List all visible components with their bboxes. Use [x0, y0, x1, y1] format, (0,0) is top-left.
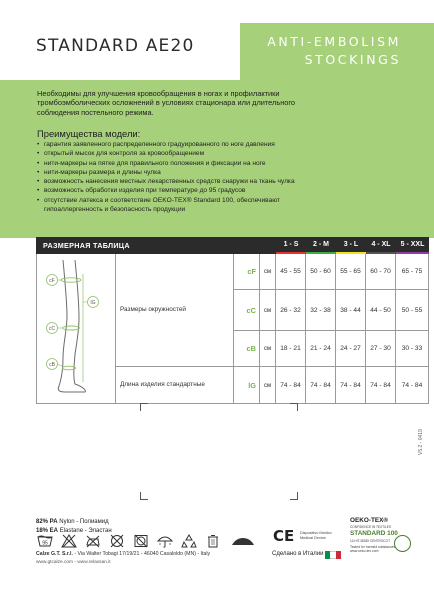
size-value: 27 - 30 — [366, 331, 396, 367]
product-type-line1: ANTI-EMBOLISM — [267, 34, 401, 49]
ce-mark: CE — [273, 527, 295, 545]
size-value: 44 - 50 — [366, 290, 396, 331]
advantage-item: • нити-маркеры на пятке для правильного положения и фиксации на ноге — [37, 159, 266, 167]
crop-mark — [290, 492, 298, 500]
size-value: 55 - 65 — [336, 254, 366, 290]
size-table-title: РАЗМЕРНАЯ ТАБЛИЦА — [43, 241, 130, 250]
advantage-item: • открытый мысок для контроля за кровообращением — [37, 150, 205, 158]
no-tumble-dry-icon — [132, 534, 150, 550]
size-table-body — [36, 254, 429, 404]
size-col-3: 3 - L — [336, 237, 366, 254]
advantage-item: • гарантия заявленного распределенного градуированного по ноге давления — [37, 141, 275, 148]
size-value: 18 - 21 — [276, 331, 306, 367]
advantage-item: • возможность нанесения местных лекарственных средств снаружи на ткань чулка — [37, 178, 295, 186]
size-value: 24 - 27 — [336, 331, 366, 367]
intro-text: Необходимы для улучшения кровообращения в ногах и профилактики тромбоэмболических осложнений в условиях стационара или длительного соблюдения постельного режима. — [37, 89, 296, 117]
bin-icon — [204, 534, 222, 550]
ce-block — [273, 527, 343, 553]
size-value: 26 - 32 — [276, 290, 306, 331]
crop-mark — [140, 492, 148, 500]
size-value: 74 - 84 — [366, 367, 396, 404]
size-col-4: 4 - XL — [366, 237, 396, 254]
product-type-box — [240, 23, 434, 80]
oeko-sub: CONFIDENCE IN TEXTILES — [350, 525, 392, 529]
size-value: 74 - 84 — [336, 367, 366, 404]
oeko-tested: Tested for harmful substances. www.oeko-tex.com — [350, 545, 397, 553]
figure-label-cC: cC — [48, 326, 56, 332]
size-value: 74 - 84 — [306, 367, 336, 404]
oeko-cert: 14.HIT.38185 CENTROCOT — [350, 539, 391, 543]
leg-figure-cell — [36, 254, 116, 404]
composition: 82% PA Nylon - Полиамид 18% EA Elastane - Эластан — [36, 519, 112, 534]
header — [0, 0, 434, 80]
row-unit: см — [260, 367, 276, 404]
oeko-standard: STANDARD 100 — [350, 530, 398, 537]
size-col-2: 2 - M — [306, 237, 336, 254]
circumference-label: Размеры окружностей — [116, 254, 234, 367]
size-value: 45 - 55 — [276, 254, 306, 290]
company-line: Calze G.T. S.r.l. - Via Walter Tobagi 17/19/21 - 46040 Casaloldo (MN) - Italy — [36, 551, 211, 557]
oeko-title: OEKO-TEX® — [350, 517, 389, 524]
size-value: 21 - 24 — [306, 331, 336, 367]
size-value: 74 - 84 — [276, 367, 306, 404]
advantage-item: • нити-маркеры размера и длины чулка — [37, 168, 161, 176]
size-value: 38 - 44 — [336, 290, 366, 331]
no-bleach-icon — [60, 534, 78, 550]
company-web: www.gtcalze.com - www.relaxsan.it — [36, 560, 111, 565]
leg-diagram — [37, 254, 117, 404]
print-code: V5.2 - 0419 — [418, 429, 424, 455]
figure-label-cB: cB — [49, 362, 55, 368]
row-code: cF — [234, 254, 260, 290]
row-code: cC — [234, 290, 260, 331]
size-col-5: 5 - XXL — [396, 237, 429, 254]
crop-mark — [290, 403, 298, 411]
description-band — [0, 80, 434, 238]
recycle-icon — [180, 534, 198, 550]
row-unit: см — [260, 290, 276, 331]
size-value: 32 - 38 — [306, 290, 336, 331]
size-col-1: 1 - S — [276, 237, 306, 254]
no-dryclean-icon — [108, 534, 126, 550]
size-table-header — [36, 237, 429, 254]
product-type-line2: STOCKINGS — [304, 52, 401, 67]
ce-text: Dispositivo Medico Medical Device — [300, 531, 332, 540]
size-value: 60 - 70 — [366, 254, 396, 290]
size-value: 50 - 60 — [306, 254, 336, 290]
size-table — [36, 237, 429, 404]
advantage-item-continuation: гипоаллергенность и безопасность продукции — [44, 206, 186, 214]
open-toe-icon — [230, 534, 256, 550]
size-value: 30 - 33 — [396, 331, 429, 367]
row-unit: см — [260, 254, 276, 290]
umbrella-icon — [156, 534, 174, 550]
advantage-item: • возможность обработки изделия при температуре до 95 градусов — [37, 187, 246, 195]
advantage-item: • отсутствие латекса и соответствие OEKO-TEX® Standard 100, обеспечивают гипоаллергенность и безопасность продукции — [37, 196, 432, 215]
row-code: cB — [234, 331, 260, 367]
row-unit: см — [260, 331, 276, 367]
oeko-tex-label — [350, 517, 412, 564]
advantages-list — [37, 140, 432, 214]
size-value: 65 - 75 — [396, 254, 429, 290]
made-in-label: Сделано в Италии — [272, 551, 324, 557]
length-label: Длина изделия стандартные — [116, 367, 234, 404]
row-code: lG — [234, 367, 260, 404]
care-icons — [36, 534, 286, 552]
oeko-seal-icon — [394, 535, 411, 552]
advantages-title: Преимущества модели: — [37, 128, 141, 139]
svg-text:95: 95 — [42, 540, 48, 547]
wash-95-icon — [36, 534, 54, 550]
figure-label-lG: lG — [90, 300, 96, 306]
size-value: 50 - 55 — [396, 290, 429, 331]
figure-label-cF: cF — [49, 278, 55, 284]
model-name: STANDARD AE20 — [36, 36, 195, 56]
no-iron-icon — [84, 534, 102, 550]
italy-flag-icon — [325, 551, 341, 559]
crop-mark — [140, 403, 148, 411]
size-value: 74 - 84 — [396, 367, 429, 404]
